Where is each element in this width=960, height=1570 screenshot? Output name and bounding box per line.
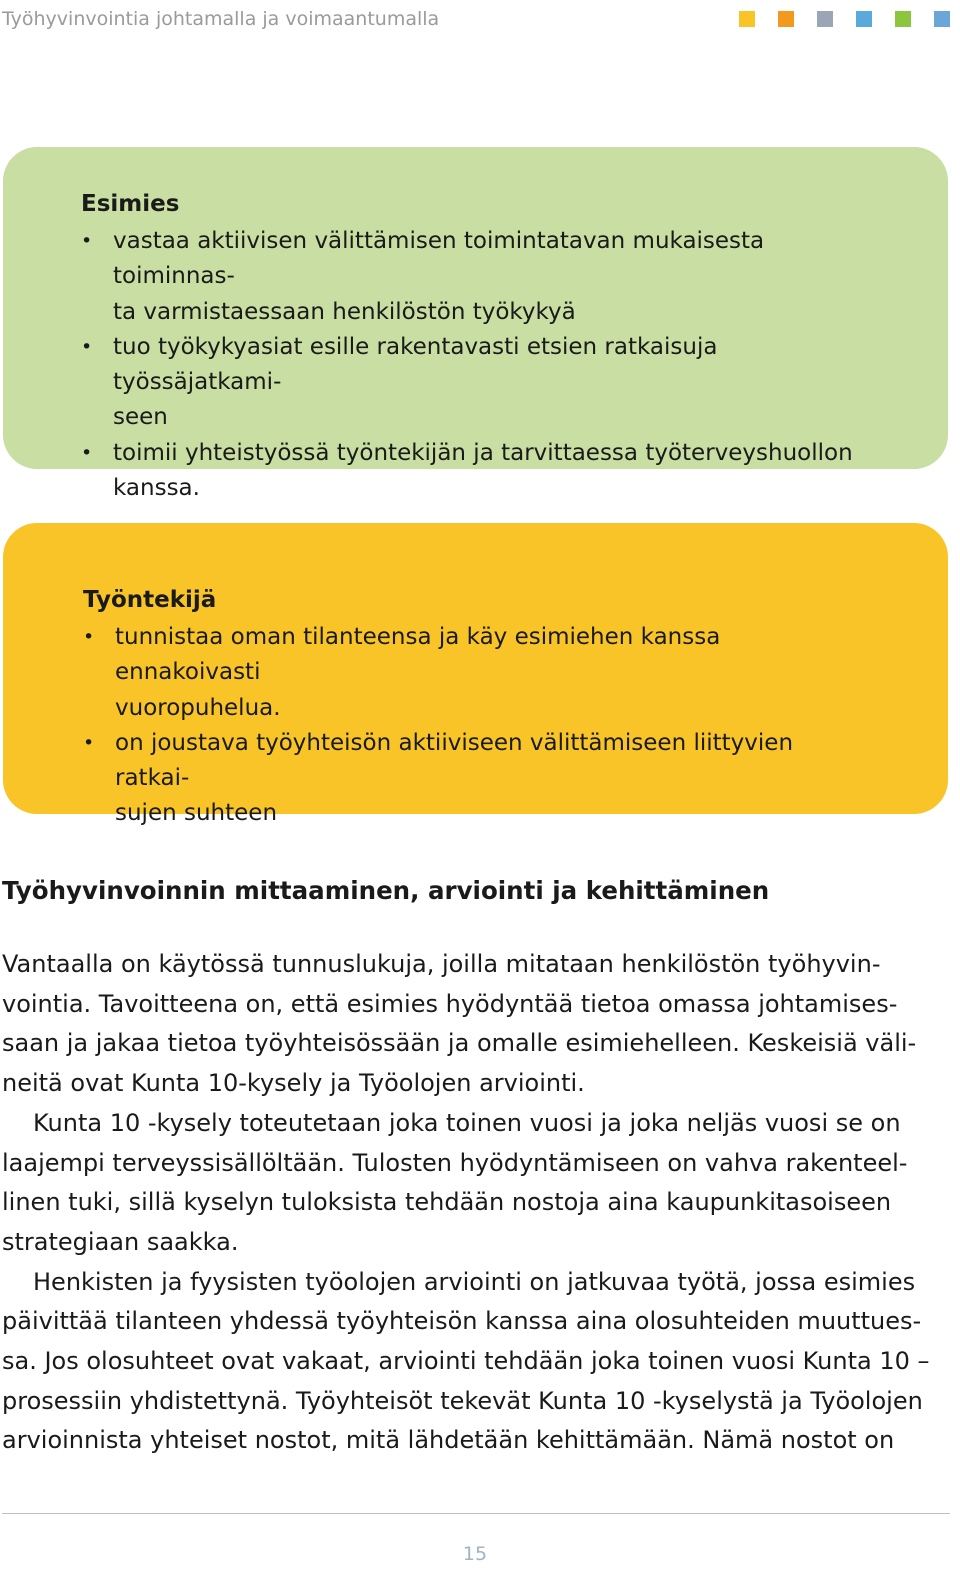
- color-square-orange: [778, 11, 794, 27]
- color-square-grey: [817, 11, 833, 27]
- body-text: [2, 945, 952, 1461]
- body-paragraph: Vantaalla on käytössä tunnuslukuja, joilla mitataan henkilöstön työhyvin- vointia. Tavoitteena on, että esimies hyödyntää tietoa omassa johtamises- saan ja jakaa tietoa työyhteisössään ja omalle esimiehelleen. Keskeisiä väli- neitä ovat Kunta 10-kysely ja Työolojen arviointi.: [2, 950, 917, 1098]
- esimies-list-item: • vastaa aktiivisen välittämisen toimintatavan mukaisesta toiminnas- ta varmistaessaan henkilöstön työkykyä: [81, 224, 868, 330]
- color-square-blue: [856, 11, 872, 27]
- esimies-list: [81, 224, 868, 506]
- esimies-box: [3, 147, 948, 502]
- tyontekija-list: [83, 620, 858, 832]
- tyontekija-list-item: • tunnistaa oman tilanteensa ja käy esimiehen kanssa ennakoivasti vuoropuhelua.: [83, 620, 858, 726]
- footer-divider: [2, 1513, 950, 1514]
- tyontekija-list-item: • on joustava työyhteisön aktiiviseen välittämiseen liittyvien ratkai- sujen suhteen: [83, 726, 858, 832]
- color-square-green: [895, 11, 911, 27]
- page-number: 15: [462, 1543, 488, 1565]
- color-square-yellow: [739, 11, 755, 27]
- color-squares-decoration: [739, 11, 950, 27]
- color-square-lightblue: [934, 11, 950, 27]
- running-header-title: Työhyvinvointia johtamalla ja voimaantumalla: [2, 8, 440, 30]
- body-paragraph: Kunta 10 -kysely toteutetaan joka toinen vuosi ja joka neljäs vuosi se on laajempi terveyssisällöltään. Tulosten hyödyntämiseen on vahva rakenteel- linen tuki, sillä kyselyn tuloksista tehdään nostoja aina kaupunkitasoiseen strategiaan saakka.: [2, 1108, 908, 1256]
- esimies-list-item: • toimii yhteistyössä työntekijän ja tarvittaessa työterveyshuollon kanssa.: [81, 436, 868, 507]
- tyontekija-box: [3, 523, 948, 827]
- tyontekija-box-title: Työntekijä: [83, 587, 217, 613]
- esimies-list-item: • tuo työkykyasiat esille rakentavasti etsien ratkaisuja työssäjatkami- seen: [81, 330, 868, 436]
- body-paragraph: Henkisten ja fyysisten työolojen arviointi on jatkuvaa työtä, jossa esimies päivittää tilanteen yhdessä työyhteisön kanssa aina olosuhteiden muuttues- sa. Jos olosuhteet ovat vakaat, arviointi tehdään joka toinen vuosi Kunta 10 – prosessiin yhdistettynä. Työyhteisöt tekevät Kunta 10 -kyselystä ja Työolojen arvioinnista yhteiset nostot, mitä lähdetään kehittämään. Nämä nostot on: [2, 1267, 930, 1455]
- esimies-box-title: Esimies: [81, 191, 180, 217]
- section-heading: Työhyvinvoinnin mittaaminen, arviointi ja kehittäminen: [2, 876, 770, 905]
